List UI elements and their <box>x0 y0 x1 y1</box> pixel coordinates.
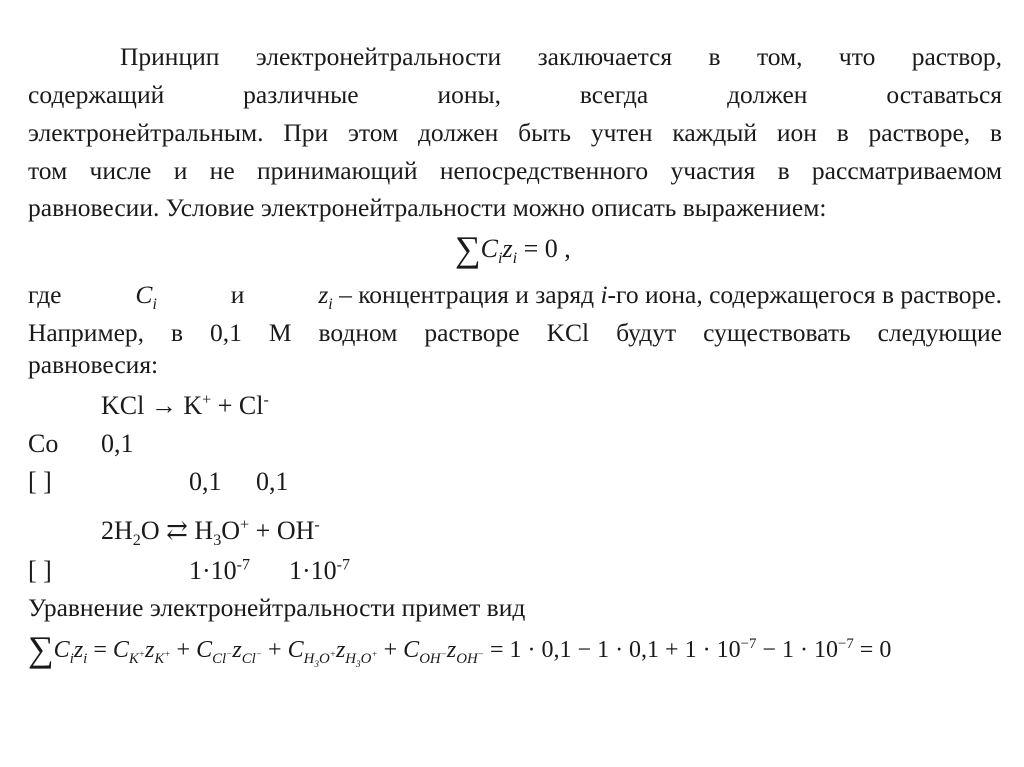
where-rest-1: – концентрация и заряд <box>332 280 601 309</box>
hydroxide-charge: - <box>314 516 320 534</box>
f2-t3-csup: + <box>329 648 336 659</box>
k-concentration: 0,1 <box>189 467 222 496</box>
f2-t2-c: C <box>196 637 213 663</box>
intro-line-2: содержащий различные ионы, всегда должен оставаться <box>28 80 1002 109</box>
plus-sign: + <box>211 391 239 420</box>
where-word: где <box>28 280 62 309</box>
f2-t4-c: C <box>403 637 420 663</box>
f2-t2-zs: Cl <box>241 650 256 667</box>
f2-rhs2: − 1 · 10 <box>756 637 838 663</box>
co-label: Co <box>28 429 59 458</box>
where-i-italic: i <box>600 280 608 309</box>
where-ci-sub: i <box>152 296 157 314</box>
f2-t3-zs: H <box>345 650 357 667</box>
intro-line-1: Принцип электронейтральности заключается в том, что раствор, <box>120 42 1002 71</box>
where-zi-letter: z <box>318 280 329 309</box>
f2-t2-zsup: − <box>255 648 263 659</box>
f2-t2-csup: − <box>226 648 233 659</box>
formula-c: C <box>480 234 499 263</box>
intro-last-line: равновесии. Условие электронейтральности можно описать выражением: <box>28 193 827 222</box>
f2-p1: + <box>170 637 197 663</box>
oh-dot: · <box>302 556 311 585</box>
concentration-label-2: [ ] <box>28 556 52 585</box>
h3o-base: 10 <box>210 556 237 585</box>
f2-lhs-c: C <box>53 637 70 663</box>
formula-c-sub: i <box>498 250 503 268</box>
chloride-charge: - <box>263 391 269 409</box>
where-and: и <box>230 280 245 309</box>
f2-t1-c-sub <box>128 648 146 667</box>
formula-z-sub: i <box>512 250 518 268</box>
cl-concentration: 0,1 <box>256 467 289 496</box>
potassium: K <box>183 391 203 420</box>
where-line <box>28 276 1002 314</box>
h3o-concentration <box>189 556 250 586</box>
example-last-line: равновесия: <box>28 350 159 379</box>
full-electroneutrality-equation <box>28 629 892 669</box>
f2-t1-z: z <box>145 637 155 663</box>
f2-t1-cs: K <box>128 650 139 667</box>
f2-p3: + <box>377 637 404 663</box>
f2-t4-zs: OH <box>456 650 478 667</box>
where-zi <box>318 276 1002 314</box>
hydronium-charge: + <box>240 516 250 534</box>
oh-exp: -7 <box>336 556 351 574</box>
intro-line-3: электронейтральным. При этом должен быть учтен каждый ион в растворе, в <box>28 118 1002 147</box>
f2-t4-cs: OH <box>419 650 441 667</box>
f2-t4-csup: − <box>440 648 447 659</box>
f2-rhs3: = 0 <box>853 637 892 663</box>
f2-t4-c-sub <box>419 648 447 667</box>
where-ci <box>135 276 156 314</box>
example-paragraph <box>28 314 1002 352</box>
f2-t3-z: z <box>335 637 346 663</box>
water-h-sub: 2 <box>132 532 141 550</box>
f2-t2-z-sub <box>241 648 263 667</box>
forward-arrow-icon: → <box>150 391 177 420</box>
f2-p2: + <box>262 637 288 663</box>
oh-concentration <box>289 556 350 586</box>
f2-t3-z-sub <box>345 648 378 669</box>
final-text: Уравнение электронейтральности примет вид <box>28 593 526 622</box>
plus-sign-2: + <box>249 516 277 545</box>
where-zi-sub: i <box>328 296 333 314</box>
equilibrium-arrow-icon: ⇄ <box>166 516 188 545</box>
water-h: 2H <box>101 516 133 545</box>
f2-t1-z-sub <box>154 648 171 667</box>
sum-symbol-2: ∑ <box>28 629 54 669</box>
kcl-dissociation <box>101 391 269 421</box>
formula-rhs: = 0 , <box>517 234 571 263</box>
where-rest-2: -го иона, содержащегося в растворе. <box>607 280 1002 309</box>
f2-t3-c: C <box>287 637 304 663</box>
f2-t3-cs: H <box>303 650 315 667</box>
f2-t3-zs2: O <box>360 650 372 667</box>
hydronium-o: O <box>221 516 241 545</box>
hydronium-h: H <box>194 516 214 545</box>
hydroxide: OH <box>276 516 315 545</box>
f2-t4-z: z <box>446 637 457 663</box>
water-o: O <box>140 516 160 545</box>
f2-t2-c-sub <box>212 648 233 667</box>
f2-t1-csup: + <box>138 648 146 659</box>
sum-symbol: ∑ <box>455 229 481 269</box>
f2-t3-cs2: O <box>318 650 330 667</box>
water-dissociation <box>101 516 320 550</box>
electroneutrality-formula <box>455 229 571 269</box>
f2-lhs-z-sub: i <box>83 650 88 667</box>
h3o-dot: · <box>202 556 211 585</box>
hydronium-sub: 3 <box>213 532 222 550</box>
f2-rhs-e1: −7 <box>740 636 757 652</box>
f2-t3-zsup: + <box>371 648 378 659</box>
f2-t3-cs3: 3 <box>314 658 319 669</box>
f2-t1-zs: K <box>154 650 165 667</box>
concentration-label-1: [ ] <box>28 467 52 496</box>
oh-base: 10 <box>310 556 337 585</box>
f2-t3-zs3: 3 <box>356 658 361 669</box>
f2-eq: = <box>87 637 113 663</box>
f2-rhs1: = 1 · 0,1 − 1 · 0,1 + 1 · 10 <box>484 637 741 663</box>
f2-lhs-z: z <box>73 637 84 663</box>
oh-coef: 1 <box>289 556 302 585</box>
kcl: KCl <box>101 391 145 420</box>
f2-t4-zsup: − <box>477 648 484 659</box>
formula-z: z <box>502 234 513 263</box>
where-ci-letter: C <box>135 280 153 309</box>
h3o-exp: -7 <box>236 556 251 574</box>
f2-t1-zsup: + <box>164 648 171 659</box>
chloride: Cl <box>238 391 264 420</box>
f2-rhs-e2: −7 <box>837 636 854 652</box>
f2-t2-cs: Cl <box>212 650 227 667</box>
f2-t1-c: C <box>112 637 129 663</box>
intro-paragraph <box>28 38 1002 190</box>
co-value: 0,1 <box>101 429 134 458</box>
h3o-coef: 1 <box>189 556 202 585</box>
f2-t4-z-sub <box>456 648 484 667</box>
f2-t2-z: z <box>232 637 242 663</box>
potassium-charge: + <box>202 391 212 409</box>
f2-lhs-c-sub: i <box>69 650 74 667</box>
intro-line-4: том числе и не принимающий непосредственного участия в рассматриваемом <box>28 156 1002 185</box>
example-line-1: Например, в 0,1 М водном растворе KCl будут существовать следующие <box>28 318 1002 347</box>
f2-t3-c-sub <box>303 648 336 669</box>
